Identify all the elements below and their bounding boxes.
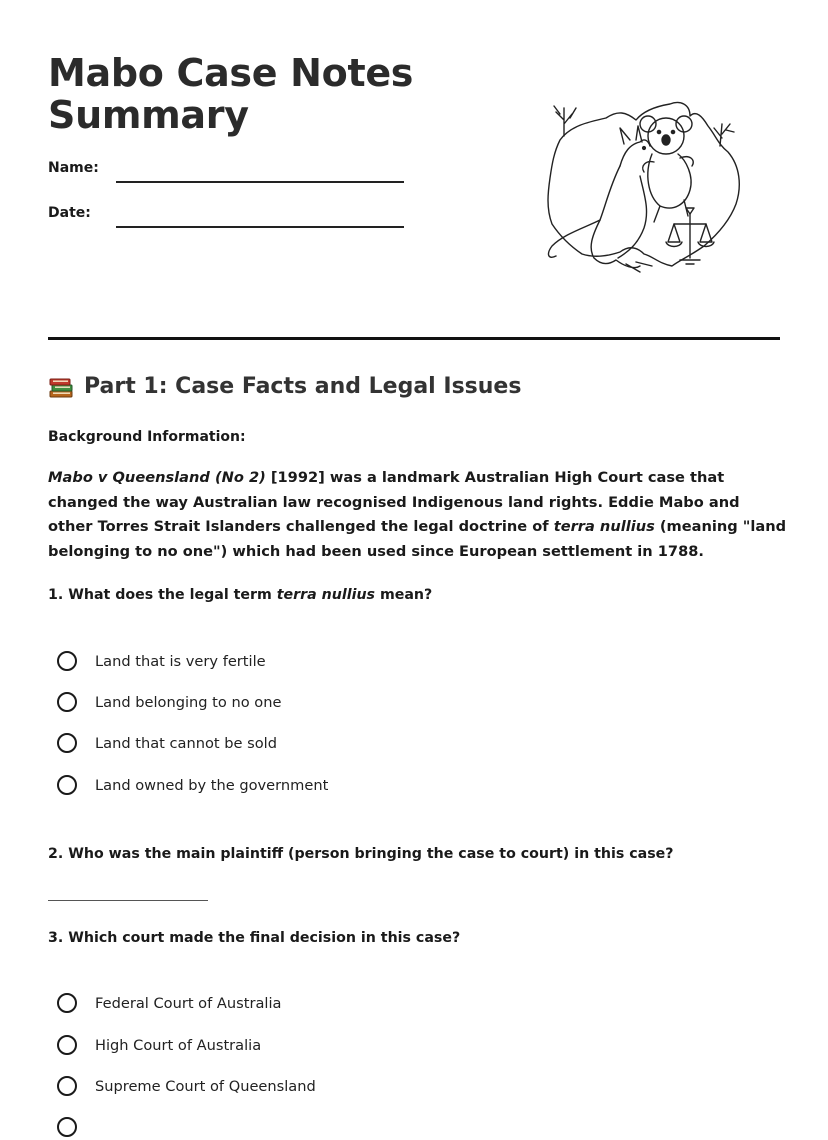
date-label: Date: [48,205,91,221]
page-title: Mabo Case Notes Summary [48,51,414,137]
date-line[interactable] [116,226,404,228]
option-label: Land belonging to no one [95,693,282,711]
radio-button[interactable] [57,733,77,753]
radio-button[interactable] [57,1076,77,1096]
background-paragraph [48,466,788,564]
option-label: Land owned by the government [95,776,329,794]
radio-button[interactable] [57,692,77,712]
question-1-option-3[interactable] [57,730,277,756]
option-label: Land that is very fertile [95,652,266,670]
name-label: Name: [48,160,99,176]
question-3-option-3[interactable] [57,1073,316,1099]
question-1-option-2[interactable] [57,689,281,715]
option-label: Supreme Court of Queensland [95,1077,316,1095]
option-label: High Court of Australia [95,1036,262,1054]
option-label: Land that cannot be sold [95,734,277,752]
australia-map-kangaroo-koala-scales-icon [540,96,750,282]
books-icon [48,375,74,399]
part1-heading [48,374,521,399]
radio-button[interactable] [57,993,77,1013]
divider [48,337,780,340]
radio-button[interactable] [57,1035,77,1055]
background-label: Background Information: [48,429,246,445]
term-terra-nullius: terra nullius [553,518,655,536]
radio-button[interactable] [57,651,77,671]
question-1-option-4[interactable] [57,772,328,798]
question-3: 3. Which court made the final decision in this case? [48,930,461,946]
question-3-option-1[interactable] [57,990,281,1016]
background-text-b: (meaning "land belonging to no one") which had been used since European settlement in 1788. [48,518,787,560]
question-1-term: terra nullius [276,587,375,603]
radio-button[interactable] [57,1117,77,1137]
radio-button[interactable] [57,775,77,795]
question-3-option-2[interactable] [57,1032,261,1058]
question-1 [48,587,432,603]
background-text-a: [1992] was a landmark Australian High Court case that changed the way Australian law recognised Indigenous land rights. Eddie Mabo and other Torres Strait Islanders challenged the legal doctrine of [48,469,740,536]
option-label: Federal Court of Australia [95,994,282,1012]
question-2: 2. Who was the main plaintiff (person bringing the case to court) in this case? [48,846,674,862]
question-1-suffix: mean? [375,587,433,603]
question-1-prefix: 1. What does the legal term [48,587,277,603]
name-line[interactable] [116,181,404,183]
case-name: Mabo v Queensland (No 2) [48,469,266,486]
part1-title: Part 1: Case Facts and Legal Issues [84,374,522,399]
question-2-answer-line[interactable] [48,900,208,901]
question-1-option-1[interactable] [57,648,266,674]
